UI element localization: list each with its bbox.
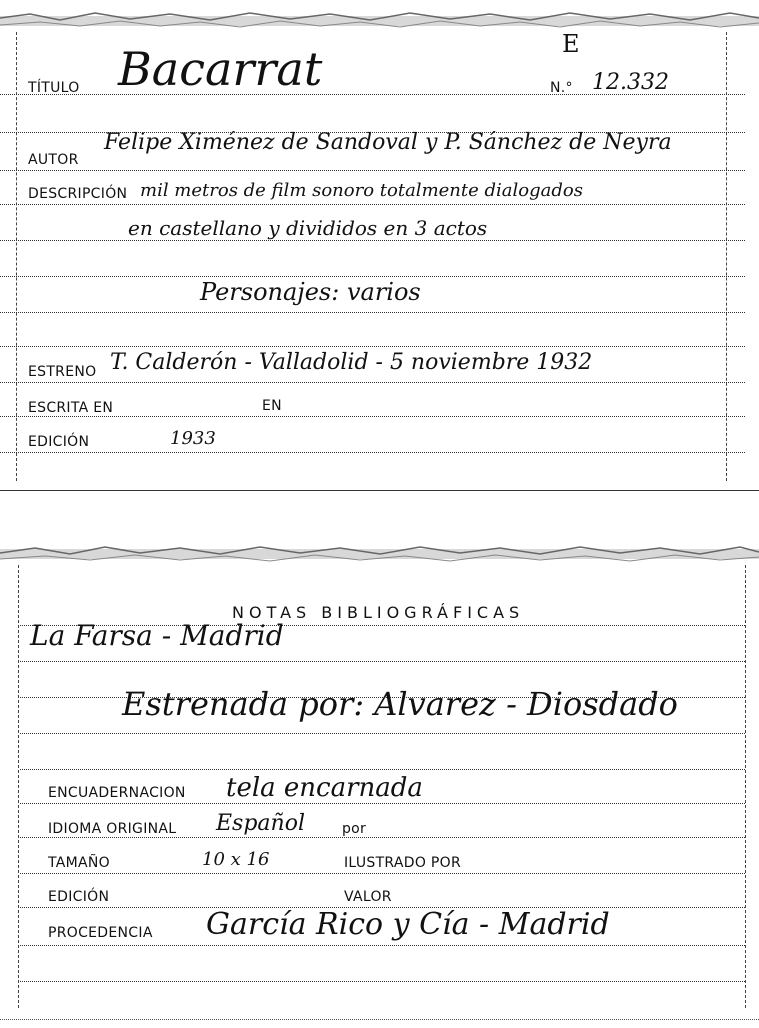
rule-line	[20, 803, 745, 804]
rule-line	[0, 452, 745, 453]
numero-value: 12.332	[592, 70, 669, 95]
idioma-label: IDIOMA ORIGINAL	[48, 821, 177, 837]
valor-label: VALOR	[344, 889, 392, 905]
rule-line	[0, 312, 745, 313]
titulo-value: Bacarrat	[118, 42, 323, 96]
por-label: por	[342, 821, 367, 837]
card-bottom-edge	[0, 1019, 759, 1020]
rule-line	[20, 945, 745, 946]
edicion-value: 1933	[170, 428, 216, 449]
encuadernacion-value: tela encarnada	[226, 773, 423, 803]
rule-line	[20, 873, 745, 874]
estreno-value: T. Calderón - Valladolid - 5 noviembre 1932	[110, 350, 593, 375]
left-margin-line	[18, 565, 19, 1008]
en-label: EN	[262, 398, 282, 414]
descripcion-line-1: mil metros de film sonoro totalmente dialogados	[140, 180, 583, 201]
rule-line	[20, 769, 745, 770]
estreno-label: ESTRENO	[28, 364, 97, 380]
catalog-card-notes	[0, 535, 759, 1028]
notes-line-1: La Farsa - Madrid	[30, 619, 284, 652]
notes-line-2: Estrenada por: Alvarez - Diosdado	[122, 685, 678, 723]
descripcion-label: DESCRIPCIÓN	[28, 186, 128, 202]
rule-line	[20, 837, 745, 838]
rule-line	[0, 240, 745, 241]
catalog-card-title	[0, 0, 759, 495]
procedencia-value: García Rico y Cía - Madrid	[206, 907, 610, 942]
encuadernacion-label: ENCUADERNACION	[48, 785, 186, 801]
descripcion-line-2: en castellano y divididos en 3 actos	[128, 216, 488, 240]
tamano-label: TAMAÑO	[48, 855, 110, 871]
rule-line	[0, 276, 745, 277]
right-margin-line	[745, 565, 746, 1008]
rule-line	[20, 661, 745, 662]
rule-line	[20, 981, 745, 982]
card-bottom-edge	[0, 490, 759, 491]
left-margin-line	[16, 32, 17, 481]
autor-label: AUTOR	[28, 152, 79, 168]
rule-line	[0, 382, 745, 383]
torn-edge-texture	[0, 541, 759, 567]
torn-edge-texture	[0, 8, 759, 34]
rule-line	[0, 204, 745, 205]
corner-mark: E	[562, 30, 580, 58]
edicion-label: EDICIÓN	[28, 434, 90, 450]
escrita-en-label: ESCRITA EN	[28, 400, 114, 416]
notes-title: NOTAS BIBLIOGRÁFICAS	[232, 603, 525, 622]
idioma-value: Español	[216, 811, 305, 836]
personajes-value: Personajes: varios	[200, 278, 421, 306]
tamano-value: 10 x 16	[202, 849, 270, 870]
rule-line	[0, 170, 745, 171]
right-margin-line	[726, 32, 727, 481]
titulo-label: TÍTULO	[28, 80, 80, 96]
ilustrado-label: ILUSTRADO POR	[344, 855, 461, 871]
rule-line	[0, 416, 745, 417]
numero-label: N.°	[550, 80, 573, 96]
autor-value: Felipe Ximénez de Sandoval y P. Sánchez de Neyra	[104, 130, 672, 155]
edicion-label: EDICIÓN	[48, 889, 110, 905]
procedencia-label: PROCEDENCIA	[48, 925, 153, 941]
rule-line	[0, 346, 745, 347]
rule-line	[20, 733, 745, 734]
